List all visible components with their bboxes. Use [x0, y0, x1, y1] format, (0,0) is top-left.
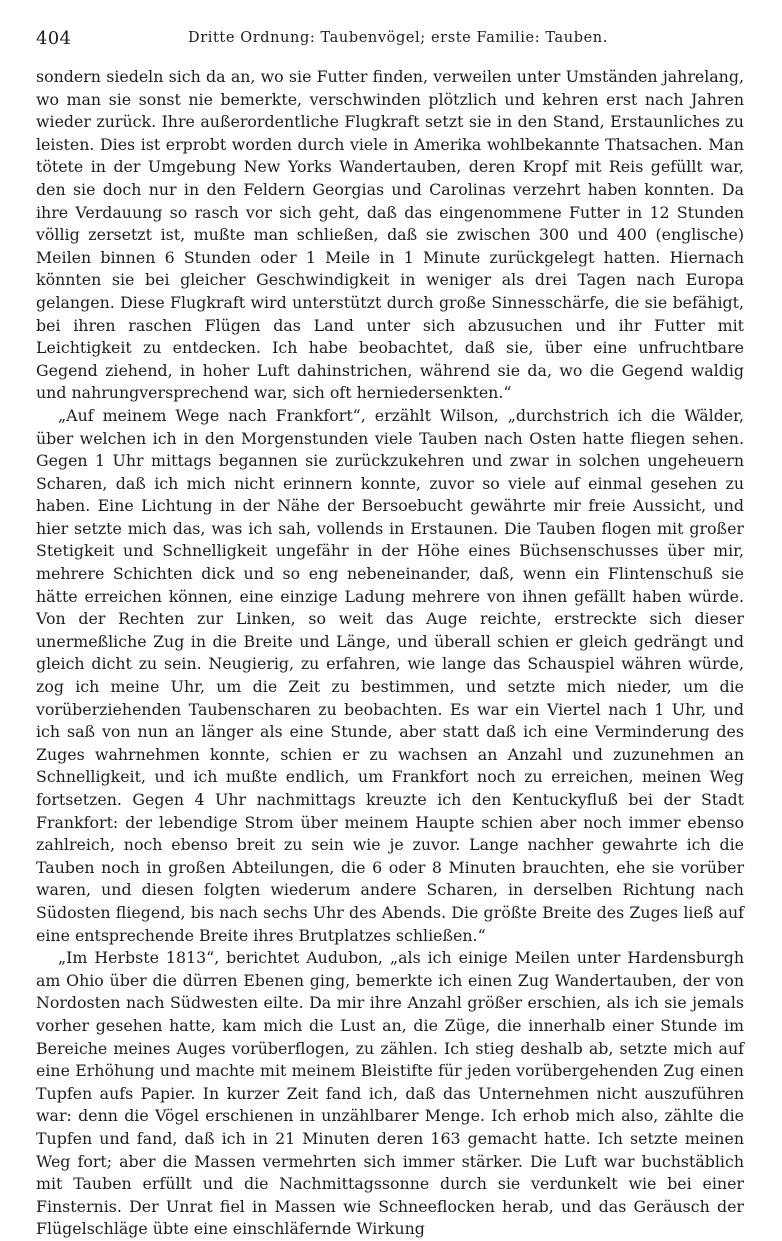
page-header: [36, 28, 744, 58]
paragraph-2: „Auf meinem Wege nach Frankfort“, erzählt Wilson, „durchstrich ich die Wälder, über welchen ich in den Morgenstunden viele Tauben nach Osten hatte fliegen sehen. Gegen 1 Uhr mittags begannen sie zurückzukehren und zwar in solchen ungeheuern Scharen, daß ich mich nicht erinnern konnte, zuvor so viele auf einmal gesehen zu haben. Eine Lichtung in der Nähe der Bersoebucht gewährte mir freie Aussicht, und hier setzte mich das, was ich sah, vollends in Erstaunen. Die Tauben flogen mit großer Stetigkeit und Schnelligkeit ungefähr in der Höhe eines Büchsenschusses über mir, mehrere Schichten dick und so eng nebeneinander, daß, wenn ein Flintenschuß sie hätte erreichen können, eine einzige Ladung mehrere von ihnen gefällt haben würde. Von der Rechten zur Linken, so weit das Auge reichte, erstreckte sich dieser unermeßliche Zug in die Breite und Länge, und überall schien er gleich gedrängt und gleich dicht zu sein. Neugierig, zu erfahren, wie lange das Schauspiel währen würde, zog ich meine Uhr, um die Zeit zu bestimmen, und setzte mich nieder, um die vorüberziehenden Taubenscharen zu beobachten. Es war ein Viertel nach 1 Uhr, und ich saß von nun an länger als eine Stunde, aber statt daß ich eine Verminderung des Zuges wahrnehmen konnte, schien er zu wachsen an Anzahl und zuzunehmen an Schnelligkeit, und ich mußte endlich, um Frankfort noch zu erreichen, meinen Weg fortsetzen. Gegen 4 Uhr nachmittags kreuzte ich den Kentuckyfluß bei der Stadt Frankfort: der lebendige Strom über meinem Haupte schien aber noch immer ebenso zahlreich, noch ebenso breit zu sein wie je zuvor. Lange nachher gewahrte ich die Tauben noch in großen Abteilungen, die 6 oder 8 Minuten brauchten, ehe sie vorüber waren, und diesen folgten wiederum andere Scharen, in derselben Richtung nach Südosten fliegend, bis nach sechs Uhr des Abends. Die größte Breite des Zuges ließ auf eine entsprechende Breite ihres Brutplatzes schließen.“: [36, 405, 744, 945]
paragraph-1: sondern siedeln sich da an, wo sie Futter finden, verweilen unter Umständen jahrelang, wo man sie sonst nie bemerkte, verschwinden plötzlich und kehren erst nach Jahren wieder zurück. Ihre außerordentliche Flugkraft setzt sie in den Stand, Erstaunliches zu leisten. Dies ist erprobt worden durch viele in Amerika wohlbekannte Thatsachen. Man tötete in der Umgebung New Yorks Wandertauben, deren Kropf mit Reis gefüllt war, den sie doch nur in den Feldern Georgias und Carolinas verzehrt haben konnten. Da ihre Verdauung so rasch vor sich geht, daß das eingenommene Futter in 12 Stunden völlig zersetzt ist, mußte man schließen, daß sie zwischen 300 und 400 (englische) Meilen binnen 6 Stunden oder 1 Meile in 1 Minute zurückgelegt hatten. Hiernach könnten sie bei gleicher Geschwindigkeit in weniger als drei Tagen nach Europa gelangen. Diese Flugkraft wird unterstützt durch große Sinnesschärfe, die sie befähigt, bei ihren raschen Flügen das Land unter sich abzusuchen und ihr Futter mit Leichtigkeit zu entdecken. Ich habe beobachtet, daß sie, über eine unfruchtbare Gegend ziehend, in hoher Luft dahinstrichen, während sie da, wo die Gegend waldig und nahrungversprechend war, sich oft herniedersenkten.“: [36, 67, 744, 403]
running-head: Dritte Ordnung: Taubenvögel; erste Familie: Tauben.: [188, 30, 608, 46]
paragraph-3: „Im Herbste 1813“, berichtet Audubon, „als ich einige Meilen unter Hardensburgh am Ohio über die dürren Ebenen ging, bemerkte ich einen Zug Wandertauben, der von Nordosten nach Südwesten eilte. Da mir ihre Anzahl größer erschien, als ich sie jemals vorher gesehen hatte, kam mich die Lust an, die Züge, die innerhalb einer Stunde im Bereiche meines Auges vorüberflogen, zu zählen. Ich stieg deshalb ab, setzte mich auf eine Erhöhung und machte mit meinem Bleistifte für jeden vorübergehenden Zug einen Tupfen aufs Papier. In kurzer Zeit fand ich, daß das Unternehmen nicht auszuführen war: denn die Vögel erschienen in unzählbarer Menge. Ich erhob mich also, zählte die Tupfen und fand, daß ich in 21 Minuten deren 163 gemacht hatte. Ich setzte meinen Weg fort; aber die Massen vermehrten sich immer stärker. Die Luft war buchstäblich mit Tauben erfüllt und die Nachmittagssonne durch sie verdunkelt wie bei einer Finsternis. Der Unrat fiel in Massen wie Schneeflocken herab, und das Geräusch der Flügelschläge übte eine einschläfernde Wirkung: [36, 948, 744, 1239]
book-page: [36, 28, 744, 1241]
page-number: 404: [36, 28, 72, 49]
